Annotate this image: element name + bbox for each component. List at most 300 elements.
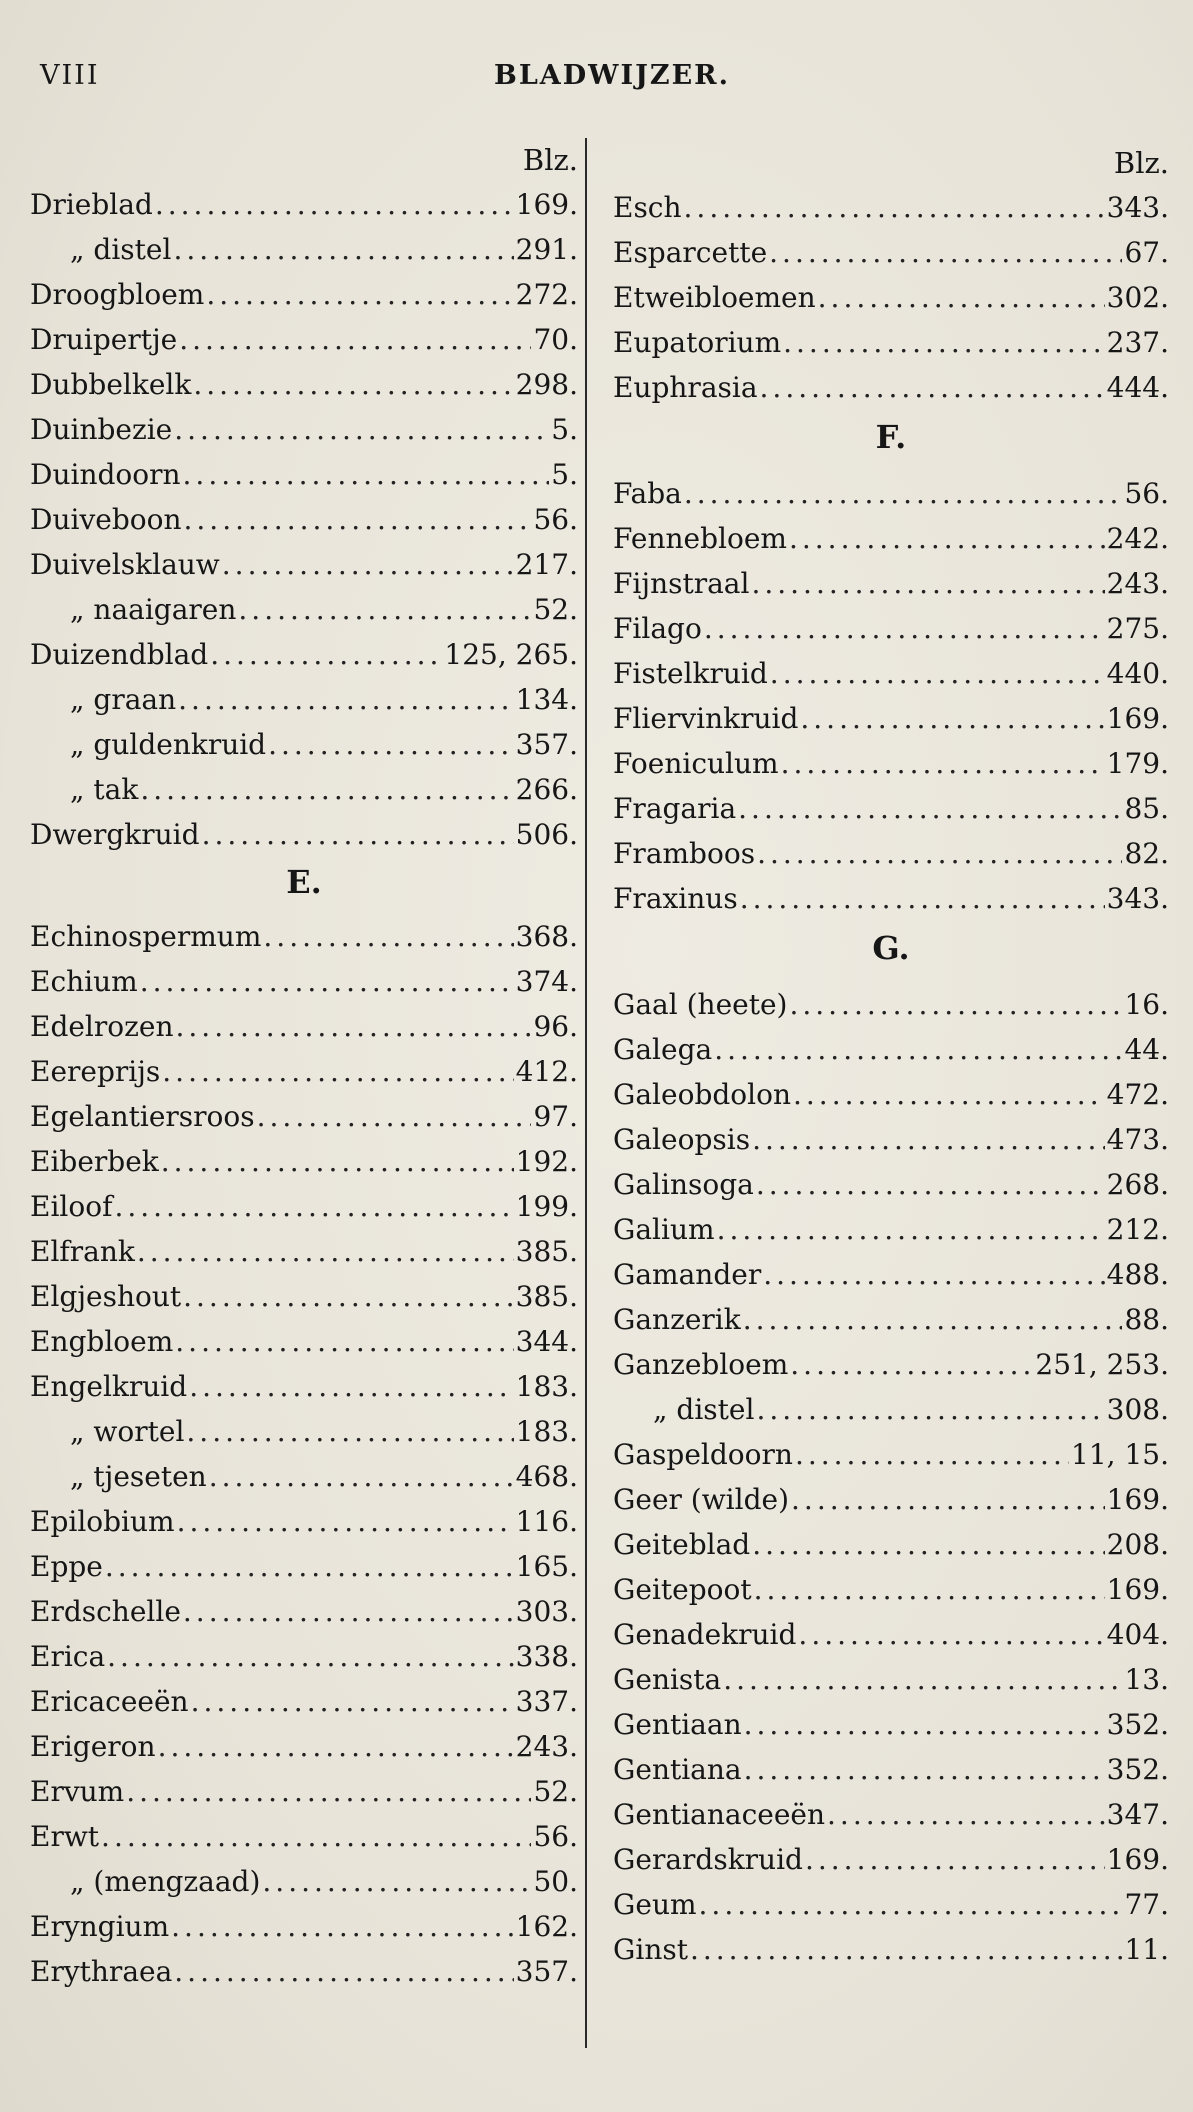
entry-page: 468. <box>515 1460 578 1493</box>
index-entry <box>30 1280 578 1324</box>
index-entry <box>613 1573 1169 1617</box>
entry-page: 16. <box>1124 988 1169 1021</box>
leader-dots <box>184 503 532 536</box>
index-entry <box>30 188 578 232</box>
leader-dots <box>805 1843 1105 1876</box>
entry-page: 347. <box>1106 1798 1169 1831</box>
index-entry <box>30 1505 578 1549</box>
index-entry <box>613 792 1169 836</box>
leader-dots <box>257 1100 532 1133</box>
index-entry <box>613 1663 1169 1707</box>
leader-dots <box>789 522 1105 555</box>
index-entry <box>613 1033 1169 1077</box>
entry-name: Fliervinkruid <box>613 702 799 735</box>
entry-page: 208. <box>1106 1528 1169 1561</box>
entry-name: Genadekruid <box>613 1618 797 1651</box>
leader-dots <box>268 728 514 761</box>
entry-name: Ganzebloem <box>613 1348 789 1381</box>
entry-name: Faba <box>613 477 682 510</box>
entry-page: 165. <box>515 1550 578 1583</box>
leader-dots <box>699 1888 1123 1921</box>
entry-name: Druipertje <box>30 323 178 356</box>
entry-name: Erwt <box>30 1820 100 1853</box>
index-entry <box>613 702 1169 746</box>
index-entry <box>613 1078 1169 1122</box>
entry-page: 266. <box>515 773 578 806</box>
leader-dots <box>770 657 1105 690</box>
entry-name: Dwergkruid <box>30 818 200 851</box>
entry-name: Gamander <box>613 1258 762 1291</box>
index-entry <box>30 1595 578 1639</box>
leader-dots <box>743 1303 1123 1336</box>
index-entry <box>30 1685 578 1729</box>
entry-name: Galeopsis <box>613 1123 751 1156</box>
leader-dots <box>162 1055 513 1088</box>
leader-dots <box>107 1640 514 1673</box>
page-title: BLADWIJZER. <box>494 60 731 91</box>
index-entry <box>613 1303 1169 1347</box>
leader-dots <box>191 1685 514 1718</box>
index-entry <box>30 1730 578 1774</box>
entry-name: Duiveboon <box>30 503 182 536</box>
leader-dots <box>189 1370 513 1403</box>
index-entry <box>30 965 578 1009</box>
entry-page: 343. <box>1106 882 1169 915</box>
entry-page: 5. <box>551 458 578 491</box>
entry-page: 13. <box>1124 1663 1169 1696</box>
entry-name: Erigeron <box>30 1730 156 1763</box>
index-entry <box>30 683 578 727</box>
entry-page: 97. <box>533 1100 578 1133</box>
entry-page: 343. <box>1106 191 1169 224</box>
index-entry <box>30 728 578 772</box>
entry-page: 368. <box>515 920 578 953</box>
index-entry <box>613 657 1169 701</box>
leader-dots <box>769 236 1122 269</box>
entry-name: Foeniculum <box>613 747 779 780</box>
index-entry <box>30 458 578 502</box>
index-entry <box>30 548 578 592</box>
entry-page: 125, 265. <box>444 638 578 671</box>
entry-page: 50. <box>533 1865 578 1898</box>
index-entry <box>30 1235 578 1279</box>
entry-name: Drieblad <box>30 188 153 221</box>
entry-page: 52. <box>533 1775 578 1808</box>
entry-page: 472. <box>1106 1078 1169 1111</box>
entry-page: 96. <box>533 1010 578 1043</box>
leader-dots <box>704 612 1105 645</box>
entry-page: 357. <box>515 1955 578 1988</box>
entry-name: „ wortel <box>70 1415 185 1448</box>
leader-dots <box>178 683 514 716</box>
entry-name: „ tak <box>70 773 139 806</box>
entry-page: 169. <box>1106 702 1169 735</box>
leader-dots <box>202 818 514 851</box>
entry-page: 242. <box>1106 522 1169 555</box>
index-entry <box>30 1955 578 1999</box>
entry-name: Galeobdolon <box>613 1078 791 1111</box>
entry-name: „ guldenkruid <box>70 728 267 761</box>
entry-page: 444. <box>1106 371 1169 404</box>
section-heading: F. <box>875 418 907 456</box>
index-entry <box>30 1865 578 1909</box>
index-entry <box>613 1393 1169 1437</box>
entry-name: Fennebloem <box>613 522 787 555</box>
entry-page: 44. <box>1124 1033 1169 1066</box>
index-entry <box>613 1168 1169 1212</box>
index-entry <box>613 837 1169 881</box>
page-number: VIII <box>40 60 100 91</box>
entry-page: 243. <box>515 1730 578 1763</box>
index-entry <box>30 1550 578 1594</box>
leader-dots <box>174 413 549 446</box>
entry-name: Esch <box>613 191 682 224</box>
index-entry <box>613 612 1169 656</box>
leader-dots <box>171 1910 514 1943</box>
leader-dots <box>238 593 531 626</box>
index-entry <box>613 1753 1169 1797</box>
index-entry <box>30 593 578 637</box>
leader-dots <box>740 882 1105 915</box>
leader-dots <box>176 1010 532 1043</box>
entry-page: 77. <box>1124 1888 1169 1921</box>
leader-dots <box>101 1820 531 1853</box>
entry-name: Gaspeldoorn <box>613 1438 793 1471</box>
entry-page: 337. <box>515 1685 578 1718</box>
index-entry <box>613 1258 1169 1302</box>
index-entry <box>30 1820 578 1864</box>
entry-page: 11. <box>1124 1933 1169 1966</box>
entry-page: 506. <box>515 818 578 851</box>
entry-page: 243. <box>1106 567 1169 600</box>
entry-page: 169. <box>1106 1843 1169 1876</box>
index-entry <box>30 1055 578 1099</box>
index-entry <box>613 1348 1169 1392</box>
leader-dots <box>161 1145 514 1178</box>
entry-page: 134. <box>515 683 578 716</box>
leader-dots <box>105 1550 514 1583</box>
index-entry <box>613 1888 1169 1932</box>
entry-name: Galinsoga <box>613 1168 754 1201</box>
entry-page: 162. <box>515 1910 578 1943</box>
leader-dots <box>798 1618 1104 1651</box>
index-entry <box>30 233 578 277</box>
index-entry <box>30 1775 578 1819</box>
entry-name: Erythraea <box>30 1955 173 1988</box>
index-entry <box>613 191 1169 235</box>
leader-dots <box>137 1235 514 1268</box>
entry-name: Etweibloemen <box>613 281 816 314</box>
index-entry <box>613 1798 1169 1842</box>
entry-page: 352. <box>1106 1753 1169 1786</box>
entry-page: 82. <box>1124 837 1169 870</box>
entry-page: 303. <box>515 1595 578 1628</box>
entry-name: Eupatorium <box>613 326 782 359</box>
entry-name: Epilobium <box>30 1505 175 1538</box>
entry-page: 298. <box>515 368 578 401</box>
entry-page: 179. <box>1106 747 1169 780</box>
leader-dots <box>781 747 1105 780</box>
entry-page: 440. <box>1106 657 1169 690</box>
leader-dots <box>763 1258 1104 1291</box>
entry-name: Eiberbek <box>30 1145 159 1178</box>
leader-dots <box>174 1955 513 1988</box>
leader-dots <box>183 1280 514 1313</box>
entry-page: 56. <box>533 1820 578 1853</box>
entry-name: Elgjeshout <box>30 1280 182 1313</box>
index-entry <box>30 1010 578 1054</box>
entry-name: „ (mengzaad) <box>70 1865 261 1898</box>
entry-name: Erdschelle <box>30 1595 181 1628</box>
index-entry <box>30 278 578 322</box>
leader-dots <box>173 233 513 266</box>
entry-name: „ tjeseten <box>70 1460 207 1493</box>
entry-page: 212. <box>1106 1213 1169 1246</box>
index-entry <box>613 1843 1169 1887</box>
leader-dots <box>114 1190 513 1223</box>
entry-name: Elfrank <box>30 1235 135 1268</box>
index-entry <box>613 236 1169 280</box>
leader-dots <box>210 638 442 671</box>
index-entry <box>613 371 1169 415</box>
entry-name: „ naaigaren <box>70 593 237 626</box>
entry-page: 199. <box>515 1190 578 1223</box>
entry-page: 344. <box>515 1325 578 1358</box>
leader-dots <box>757 837 1122 870</box>
entry-page: 88. <box>1124 1303 1169 1336</box>
entry-page: 192. <box>515 1145 578 1178</box>
entry-page: 268. <box>1106 1168 1169 1201</box>
entry-name: Geum <box>613 1888 697 1921</box>
entry-name: Fraxinus <box>613 882 738 915</box>
entry-page: 275. <box>1106 612 1169 645</box>
leader-dots <box>791 1483 1105 1516</box>
entry-name: Duindoorn <box>30 458 181 491</box>
index-entry <box>30 1910 578 1954</box>
entry-page: 70. <box>533 323 578 356</box>
entry-name: Gerardskruid <box>613 1843 803 1876</box>
index-entry <box>613 326 1169 370</box>
entry-name: Galium <box>613 1213 715 1246</box>
entry-page: 251, 253. <box>1035 1348 1169 1381</box>
index-entry <box>30 1190 578 1234</box>
entry-page: 5. <box>551 413 578 446</box>
leader-dots <box>783 326 1105 359</box>
leader-dots <box>760 371 1105 404</box>
leader-dots <box>789 988 1122 1021</box>
entry-name: Gentiaan <box>613 1708 742 1741</box>
entry-name: Fijnstraal <box>613 567 750 600</box>
leader-dots <box>140 965 514 998</box>
column-divider <box>585 138 587 2048</box>
index-entry <box>613 522 1169 566</box>
entry-name: Euphrasia <box>613 371 758 404</box>
leader-dots <box>193 368 513 401</box>
index-entry <box>30 323 578 367</box>
entry-name: Eereprijs <box>30 1055 161 1088</box>
entry-name: Edelrozen <box>30 1010 174 1043</box>
index-entry <box>30 503 578 547</box>
entry-page: 169. <box>1106 1483 1169 1516</box>
entry-name: Egelantiersroos <box>30 1100 255 1133</box>
entry-name: Duivelsklauw <box>30 548 220 581</box>
leader-dots <box>183 1595 514 1628</box>
entry-name: Fistelkruid <box>613 657 768 690</box>
index-entry <box>30 920 578 964</box>
index-entry <box>613 567 1169 611</box>
index-entry <box>30 1325 578 1369</box>
leader-dots <box>262 1865 531 1898</box>
entry-page: 56. <box>533 503 578 536</box>
entry-page: 52. <box>533 593 578 626</box>
entry-page: 385. <box>515 1235 578 1268</box>
entry-page: 11, 15. <box>1071 1438 1169 1471</box>
entry-name: „ distel <box>70 233 172 266</box>
entry-page: 183. <box>515 1415 578 1448</box>
entry-page: 237. <box>1106 326 1169 359</box>
entry-name: Eiloof <box>30 1190 113 1223</box>
entry-name: Galega <box>613 1033 713 1066</box>
entry-page: 217. <box>515 548 578 581</box>
entry-name: Engelkruid <box>30 1370 188 1403</box>
entry-name: Dubbelkelk <box>30 368 192 401</box>
entry-page: 272. <box>515 278 578 311</box>
leader-dots <box>717 1213 1105 1246</box>
entry-page: 473. <box>1106 1123 1169 1156</box>
leader-dots <box>140 773 513 806</box>
entry-page: 116. <box>515 1505 578 1538</box>
entry-page: 56. <box>1124 477 1169 510</box>
index-entry <box>30 1415 578 1459</box>
entry-name: Geer (wilde) <box>613 1483 790 1516</box>
leader-dots <box>690 1933 1122 1966</box>
leader-dots <box>206 278 513 311</box>
index-entry <box>613 747 1169 791</box>
index-entry <box>613 281 1169 325</box>
entry-name: Ericaceeën <box>30 1685 189 1718</box>
index-entry <box>30 818 578 862</box>
index-entry <box>613 1708 1169 1752</box>
leader-dots <box>222 548 514 581</box>
entry-page: 404. <box>1106 1618 1169 1651</box>
leader-dots <box>177 1505 514 1538</box>
entry-name: Gaal (heete) <box>613 988 788 1021</box>
leader-dots <box>752 1123 1105 1156</box>
entry-page: 169. <box>515 188 578 221</box>
leader-dots <box>263 920 513 953</box>
leader-dots <box>186 1415 513 1448</box>
entry-page: 338. <box>515 1640 578 1673</box>
entry-page: 357. <box>515 728 578 761</box>
entry-name: Erica <box>30 1640 106 1673</box>
leader-dots <box>752 1528 1104 1561</box>
entry-name: Fragaria <box>613 792 737 825</box>
leader-dots <box>158 1730 514 1763</box>
entry-page: 352. <box>1106 1708 1169 1741</box>
index-entry <box>30 1460 578 1504</box>
entry-page: 308. <box>1106 1393 1169 1426</box>
leader-dots <box>738 792 1122 825</box>
entry-name: Eryngium <box>30 1910 170 1943</box>
entry-name: Ervum <box>30 1775 125 1808</box>
leader-dots <box>126 1775 531 1808</box>
section-heading: G. <box>872 929 910 967</box>
entry-name: Genista <box>613 1663 722 1696</box>
index-entry <box>30 1145 578 1189</box>
entry-name: Filago <box>613 612 702 645</box>
entry-page: 302. <box>1106 281 1169 314</box>
leader-dots <box>684 477 1123 510</box>
leader-dots <box>827 1798 1105 1831</box>
entry-name: Duizendblad <box>30 638 209 671</box>
index-entry <box>613 1483 1169 1527</box>
entry-name: Droogbloem <box>30 278 205 311</box>
index-entry <box>613 477 1169 521</box>
index-entry <box>30 413 578 457</box>
leader-dots <box>714 1033 1122 1066</box>
leader-dots <box>744 1753 1105 1786</box>
entry-name: Engbloem <box>30 1325 174 1358</box>
index-entry <box>613 1213 1169 1257</box>
index-entry <box>30 1640 578 1684</box>
entry-name: Geitepoot <box>613 1573 752 1606</box>
entry-name: Ganzerik <box>613 1303 741 1336</box>
entry-page: 85. <box>1124 792 1169 825</box>
leader-dots <box>209 1460 514 1493</box>
entry-name: „ distel <box>653 1393 755 1426</box>
index-entry <box>613 1933 1169 1977</box>
leader-dots <box>744 1708 1105 1741</box>
leader-dots <box>793 1078 1105 1111</box>
entry-page: 374. <box>515 965 578 998</box>
leader-dots <box>175 1325 513 1358</box>
index-entry <box>30 773 578 817</box>
leader-dots <box>790 1348 1033 1381</box>
entry-name: Eppe <box>30 1550 103 1583</box>
index-entry <box>613 1438 1169 1482</box>
index-entry <box>613 1528 1169 1572</box>
entry-name: Ginst <box>613 1933 688 1966</box>
entry-name: Echium <box>30 965 138 998</box>
leader-dots <box>754 1573 1105 1606</box>
entry-page: 169. <box>1106 1573 1169 1606</box>
index-entry <box>613 1618 1169 1662</box>
leader-dots <box>795 1438 1069 1471</box>
leader-dots <box>756 1393 1104 1426</box>
index-entry <box>30 1370 578 1414</box>
index-entry <box>30 638 578 682</box>
column-label-right: Blz. <box>1113 146 1169 180</box>
entry-name: „ graan <box>70 683 177 716</box>
leader-dots <box>155 188 514 221</box>
leader-dots <box>751 567 1104 600</box>
index-entry <box>30 1100 578 1144</box>
leader-dots <box>179 323 531 356</box>
section-heading: E. <box>286 863 322 901</box>
leader-dots <box>818 281 1105 314</box>
entry-name: Geiteblad <box>613 1528 751 1561</box>
entry-name: Gentianaceeën <box>613 1798 826 1831</box>
entry-name: Gentiana <box>613 1753 742 1786</box>
entry-name: Duinbezie <box>30 413 173 446</box>
leader-dots <box>684 191 1105 224</box>
index-entry <box>613 988 1169 1032</box>
index-entry <box>30 368 578 412</box>
leader-dots <box>723 1663 1122 1696</box>
entry-page: 183. <box>515 1370 578 1403</box>
column-label-left: Blz. <box>522 143 578 177</box>
index-entry <box>613 1123 1169 1167</box>
